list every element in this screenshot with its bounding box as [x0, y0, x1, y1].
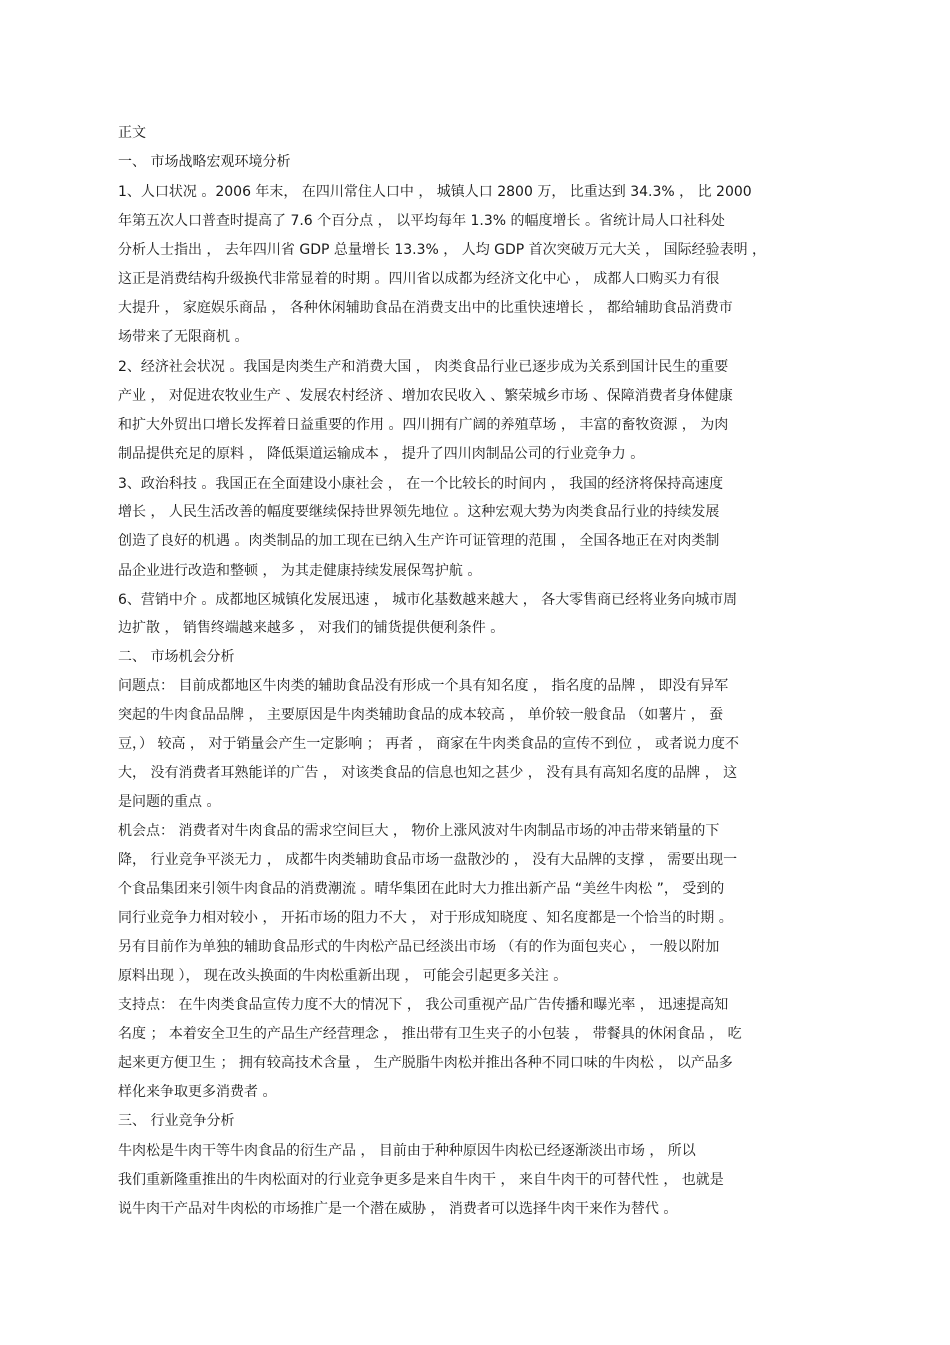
section-1-line: 边扩散 ， 销售终端越来越多 ， 对我们的铺货提供便利条件 。	[118, 620, 505, 636]
section-1-line: 分析人士指出 ， 去年四川省 GDP 总量增长 13.3% ， 人均 GDP 首次突破万元大关 ， 国际经验表明 ，	[118, 242, 767, 258]
section-2-line: 样化来争取更多消费者 。	[118, 1084, 277, 1100]
section-3-line: 说牛肉干产品对牛肉松的市场推广是一个潜在威胁 ， 消费者可以选择牛肉干来作为替代 。	[118, 1201, 678, 1217]
section-1-line: 年第五次人口普查时提高了 7.6 个百分点 ， 以平均每年 1.3% 的幅度增长 。省统计局人口社科处	[118, 213, 725, 229]
section-1-line: 品企业进行改造和整顿 ， 为其走健康持续发展保驾护航 。	[118, 563, 482, 579]
section-1-line: 制品提供充足的原料 ， 降低渠道运输成本 ， 提升了四川肉制品公司的行业竞争力 。	[118, 446, 645, 462]
section-1-line: 1、人口状况 。2006 年末， 在四川常住人口中 ， 城镇人口 2800 万， 比重达到 34.3% ， 比 2000	[118, 184, 752, 200]
section-1-line: 和扩大外贸出口增长发挥着日益重要的作用 。四川拥有广阔的养殖草场 ， 丰富的畜牧资源 ， 为肉	[118, 417, 729, 433]
section-2-line: 支持点： 在牛肉类食品宣传力度不大的情况下 ， 我公司重视产品广告传播和曝光率 ， 迅速提高知	[118, 997, 729, 1013]
section-2-line: 名度 ； 本着安全卫生的产品生产经营理念 ， 推出带有卫生夹子的小包装 ， 带餐具的休闲食品 ， 吃	[118, 1026, 742, 1042]
section-2-line: 大， 没有消费者耳熟能详的广告 ， 对该类食品的信息也知之甚少 ， 没有具有高知名度的品牌 ， 这	[118, 765, 738, 781]
section-2-line: 问题点： 目前成都地区牛肉类的辅助食品没有形成一个具有知名度 ， 指名度的品牌 ， 即没有异军	[118, 678, 729, 694]
section-2-line: 同行业竞争力相对较小 ， 开拓市场的阻力不大 ， 对于形成知晓度 、知名度都是一个恰当的时期 。	[118, 910, 733, 926]
section-3-line: 牛肉松是牛肉干等牛肉食品的衍生产品 ， 目前由于种种原因牛肉松已经逐渐淡出市场 ， 所以	[118, 1143, 696, 1159]
section-1-line: 增长 ， 人民生活改善的幅度要继续保持世界领先地位 。这种宏观大势为肉类食品行业的持续发展	[118, 504, 720, 520]
section-2-line: 降， 行业竞争平淡无力 ， 成都牛肉类辅助食品市场一盘散沙的 ， 没有大品牌的支撑 ， 需要出现一	[118, 852, 738, 868]
section-3-line: 我们重新隆重推出的牛肉松面对的行业竞争更多是来自牛肉干 ， 来自牛肉干的可替代性 ， 也就是	[118, 1172, 724, 1188]
section-1-line: 产业 ， 对促进农牧业生产 、发展农村经济 、增加农民收入 、繁荣城乡市场 、保障消费者身体健康	[118, 388, 733, 404]
section-2-line: 另有目前作为单独的辅助食品形式的牛肉松产品已经淡出市场 （有的作为面包夹心 ， 一般以附加	[118, 939, 720, 955]
section-2-line: 突起的牛肉食品品牌 ， 主要原因是牛肉类辅助食品的成本较高 ， 单价较一般食品 （如薯片 ， 蚕	[118, 707, 724, 723]
section-1-line: 2、经济社会状况 。我国是肉类生产和消费大国 ， 肉类食品行业已逐步成为关系到国计民生的重要	[118, 359, 729, 375]
section-1-line: 大提升 ， 家庭娱乐商品 ， 各种休闲辅助食品在消费支出中的比重快速增长 ， 都给辅助食品消费市	[118, 300, 733, 316]
section-2-line: 个食品集团来引领牛肉食品的消费潮流 。晴华集团在此时大力推出新产品 “美丝牛肉松 ”， 受到的	[118, 881, 725, 897]
section-1-line: 这正是消费结构升级换代非常显着的时期 。四川省以成都为经济文化中心 ， 成都人口购买力有很	[118, 271, 720, 287]
section-1-line: 3、政治科技 。我国正在全面建设小康社会 ， 在一个比较长的时间内 ， 我国的经济将保持高速度	[118, 476, 724, 492]
section-1-title: 一、 市场战略宏观环境分析	[118, 154, 291, 170]
section-2-title: 二、 市场机会分析	[118, 649, 235, 665]
section-1-line: 场带来了无限商机 。	[118, 329, 249, 345]
section-1-line: 6、营销中介 。成都地区城镇化发展迅速 ， 城市化基数越来越大 ， 各大零售商已经将业务向城市周	[118, 592, 738, 608]
document-heading: 正文	[118, 125, 146, 141]
section-3-title: 三、 行业竞争分析	[118, 1113, 235, 1129]
section-2-line: 机会点： 消费者对牛肉食品的需求空间巨大 ， 物价上涨风波对牛肉制品市场的冲击带来销量的下	[118, 823, 720, 839]
section-1-line: 创造了良好的机遇 。肉类制品的加工现在已纳入生产许可证管理的范围 ， 全国各地正在对肉类制	[118, 533, 720, 549]
section-2-line: 豆，） 较高 ， 对于销量会产生一定影响 ； 再者 ， 商家在牛肉类食品的宣传不到位 ， 或者说力度不	[118, 736, 740, 752]
section-2-line: 起来更方便卫生 ； 拥有较高技术含量 ， 生产脱脂牛肉松并推出各种不同口味的牛肉松 ， 以产品多	[118, 1055, 733, 1071]
section-2-line: 是问题的重点 。	[118, 794, 221, 810]
section-2-line: 原料出现 ）， 现在改头换面的牛肉松重新出现 ， 可能会引起更多关注 。	[118, 968, 568, 984]
